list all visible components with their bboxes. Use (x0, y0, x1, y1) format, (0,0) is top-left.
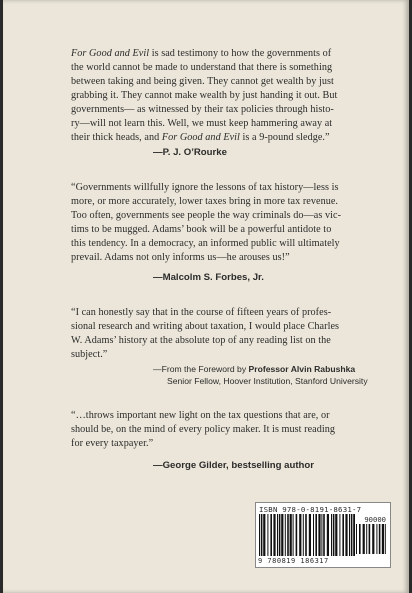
attribution-forbes: —Malcolm S. Forbes, Jr. (153, 272, 264, 283)
quote-line: “…throws important new light on the tax questions that are, or (71, 410, 330, 421)
quote-line: “I can honestly say that in the course of fifteen years of profes- (71, 307, 332, 318)
quote-line: W. Adams’ history at the absolute top of any reading list on the (71, 335, 331, 346)
attribution-affiliation: Senior Fellow, Hoover Institution, Stanford University (167, 375, 368, 386)
quote-line: Too often, governments see people the way criminals do—as vic- (71, 210, 342, 221)
ean-digits: 9 780819 186317 (258, 557, 329, 565)
quote-line: should be, on the mind of every policy maker. It is must reading (71, 424, 336, 435)
quote-orourke (71, 47, 393, 145)
quote-line: their thick heads, and For Good and Evil is a 9-pound sledge.” (71, 132, 330, 143)
quote-line: for every taxpayer.” (71, 438, 154, 449)
back-cover (3, 0, 409, 593)
quote-gilder (71, 409, 393, 451)
quote-rabushka (71, 306, 393, 362)
quote-line: grabbing it. They cannot make wealth by just handing it out. But (71, 90, 338, 101)
attribution-line: —From the Foreword by Professor Alvin Rabushka (153, 364, 356, 374)
attribution-gilder: —George Gilder, bestselling author (153, 460, 314, 471)
quote-line: governments— as witnessed by their tax policies through histo- (71, 104, 334, 115)
quote-line: For Good and Evil is sad testimony to how the governments of (71, 48, 332, 59)
attribution-name: Professor Alvin Rabushka (248, 364, 356, 374)
addon-bars (356, 524, 386, 554)
quote-line: prevail. Adams not only informs us—he arouses us!” (71, 252, 290, 263)
quote-line: “Governments willfully ignore the lessons of tax history—less is (71, 182, 339, 193)
quote-line: subject.” (71, 349, 108, 360)
quote-line: tims to be mugged. Adams’ book will be a powerful antidote to (71, 224, 332, 235)
quote-line: sional research and writing about taxation, I would place Charles (71, 321, 340, 332)
attribution-rabushka (153, 364, 403, 387)
quote-line: ry—will not learn this. Well, we must keep hammering away at (71, 118, 333, 129)
quote-forbes (71, 181, 393, 265)
isbn-label: ISBN 978-0-8191-8631-7 (259, 505, 362, 514)
attribution-orourke: —P. J. O’Rourke (153, 147, 227, 158)
quote-line: between taking and being given. They cannot get wealth by just (71, 76, 334, 87)
ean-bars (259, 514, 355, 556)
isbn-barcode (255, 502, 391, 568)
quote-line: more, or more accurately, lower taxes bring in more tax revenue. (71, 196, 339, 207)
quote-line: this tendency. In a democracy, an informed public will ultimately (71, 238, 340, 249)
price-code: 90000 (364, 515, 386, 524)
quote-line: the world cannot be made to understand that there is something (71, 62, 333, 73)
